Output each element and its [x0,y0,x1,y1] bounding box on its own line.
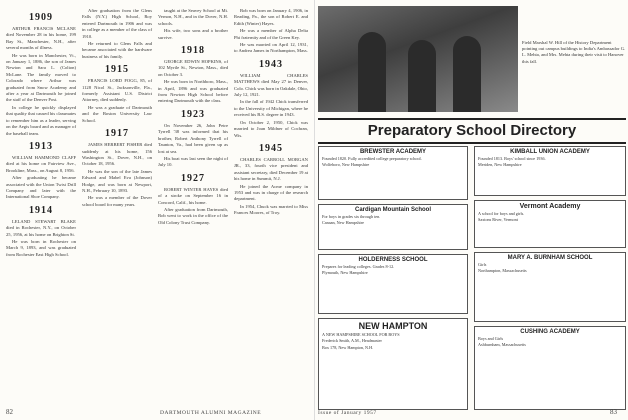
school-ad-title: Vermont Academy [519,203,581,210]
obituary-paragraph: In 1954, Chuck was married to Miss Frances Moores, of Troy. [234,203,308,216]
campus-photo [318,6,518,112]
class-year-heading: 1914 [29,204,53,216]
school-ad-line: Boys and Girls [478,336,504,341]
class-year-heading: 1945 [259,142,283,154]
obituary-paragraph: He was born in Rochester on March 9, 1893, and was graduated from Rochester East High School. [6,238,76,257]
school-ad-line: Canaan, New Hampshire [322,220,364,226]
obituary-paragraph: His boat was last seen the night of July 10. [158,155,228,168]
school-ad-title: HOLDERNESS SCHOOL [358,257,428,263]
class-year-heading: 1909 [29,12,53,23]
obituary-paragraph: After graduation from Dartmouth, Bob went to work in the office of the Old Colony Trust Company. [158,206,228,225]
school-ad-line: A school for boys and girls. [478,211,525,216]
obituary-paragraph: He was a member of the Dover school board for many years. [82,195,152,207]
class-year-heading: 1913 [29,140,53,152]
photo-caption: Field Marshal W. Hill of the History Department pointing out campus buildings to India's Ambassador G. L. Mehta, and Mrs. Mehta during their visit to Hanover this fall. [522,40,626,64]
obituary-paragraph: GEORGE EDWIN HOPKINS, of 102 Myrtle St., Newton, Mass., died on October 3. [158,59,228,77]
school-ad-line: Box 178, New Hampton, N.H. [322,344,374,350]
school-ad-line: Meriden, New Hampshire [478,162,522,168]
obituary-paragraph: He was married on April 12, 1931, to Andrea James in Northampton, Mass. [234,42,308,54]
school-ad-title: MARY A. BURNHAM SCHOOL [507,255,593,261]
school-ad-line: Northampton, Massachusetts [478,268,527,274]
column-2 [82,8,152,209]
column-3 [158,8,228,227]
obituary-paragraph: He was a member of Alpha Delta Phi fraternity and of the Green Key. [234,28,308,40]
column-4 [234,8,308,218]
page-number-left: 82 [6,408,13,416]
divider [318,118,626,120]
school-ad-newhampton [318,318,468,410]
obituary-paragraph: LELAND STEWART BLAKE died in Rochester, N.Y., on October 25, 1956, at his home on Brighton St. [6,218,76,237]
obituary-paragraph: He was born in Manchester, Vt., on January 1, 1886, the son of James Newton and Sara L. (Colton) McLane. The family moved to Colorado where Arthur was graduated from Snow Academy and after a year at Dartmouth he joined the staff of the Denver Post. [6,52,76,103]
obituary-paragraph: On October 2, 1950, Chick was married to Joan Mildner of Cochran, Wis. [234,119,308,138]
school-ad-line: Saxtons River, Vermont [478,217,518,223]
school-ad-line: A NEW HAMPSHIRE SCHOOL FOR BOYS [322,332,400,337]
school-ad-line: Frederick Smith, A.M., Headmaster [322,338,382,344]
school-ad-line: Plymouth, New Hampshire [322,270,368,276]
school-ad-title: KIMBALL UNION ACADEMY [510,149,590,155]
obituary-paragraph: WILLIAM CHARLES MATTHEWS died May 27 in Denver, Colo. Chick was born in Oakdale, Ohio, July 12, 1921. [234,72,308,98]
obituary-paragraph: He joined the Acme company in 1953 and was in charge of the research department. [234,183,308,202]
school-ad-line: Girls [478,262,487,267]
obituary-paragraph: He was a graduate of Dartmouth and the Boston University Law School. [82,104,152,123]
obituary-paragraph: WILLIAM HAMMOND CLAFF died at his home on Fairview Ave., Brookline, Mass., on August 8, 1956. [6,154,76,173]
school-ad-holderness [318,254,468,314]
school-ad-title: NEW HAMPTON [358,321,428,331]
obituary-paragraph: After graduating he became associated with the Union Twist Drill Company and later with the International Shoe Company. [6,175,76,200]
school-ad-title: BREWSTER ACADEMY [359,149,427,155]
school-ad-cushing [474,326,626,410]
school-ad-line: For boys in grades six through ten. [322,214,381,219]
obituary-paragraph: He was born in Northboro, Mass., in April, 1896 and was graduated from Newton High School before entering Dartmouth with the class. [158,79,228,104]
class-year-heading: 1923 [181,108,205,120]
school-ad-line: Founded 1813. Boys' school since 1936. [478,156,546,161]
obituary-paragraph: In the fall of 1942 Chick transferred to the University of Michigan, where he received his B.S. degree in 1943. [234,99,308,118]
class-year-heading: 1917 [105,128,129,140]
obituary-paragraph: He was the son of the late James Edward and Mabel Eva (Johnson) Hodge, and was born at Newport, N.H., February 10, 1893. [82,168,152,193]
school-ad-cardigan [318,204,468,250]
obituary-paragraph: His wife, two sons and a brother survive. [158,28,228,40]
magazine-footer: DARTMOUTH ALUMNI MAGAZINE [160,410,262,416]
obituary-paragraph: He returned to Glens Falls and became associated with the hardware business of his family. [82,41,152,59]
school-ad-line: Founded 1820. Fully accredited college preparatory school. [322,156,422,161]
school-ad-brewster [318,146,468,200]
school-ad-title: Cardigan Mountain School [355,207,431,213]
school-ad-burnham [474,252,626,322]
school-ad-title: CUSHING ACADEMY [520,329,580,335]
obituary-paragraph: CHARLES CARROLL MORGAN JR., 33, fourth vice president and assistant secretary, died December 19 at his home in Summit, N.J. [234,156,308,182]
school-ad-line: Ashburnham, Massachusetts [478,342,526,348]
class-year-heading: 1918 [181,45,205,57]
school-ad-line: Prepares for leading colleges. Grades 8-12. [322,264,395,269]
class-year-heading: 1927 [181,172,205,184]
column-1 [6,8,76,259]
divider [318,142,626,144]
obituary-paragraph: On November 26, John Petre Tyrrell '38 was informed that his brother, Robert Anthony Tyrrell of Taunton, Va., had been given up as lost at sea. [158,122,228,154]
obituary-paragraph: JAMES HERBERT FISHER died suddenly at his home, 156 Washington St., Dover, N.H., on October 18, 1956. [82,142,152,167]
obituary-paragraph: ROBERT WINTER HAYES died of a stroke on September 16 in Concord, Calif., his home. [158,186,228,205]
obituary-paragraph: FRANCIS LORD FOGG, 85, of 1128 Nicol St., Jacksonville, Fla., formerly Assistant U.S. District Attorney, died suddenly. [82,78,152,103]
obituary-paragraph: taught at the Seavey School at Mt. Vernon, N.H., and in the Dover, N.H. schools. [158,8,228,26]
class-year-heading: 1915 [105,64,129,76]
school-ad-vermont [474,200,626,248]
obituary-paragraph: In college he quickly displayed that quality that caused his classmates to remember him as a leader, serving on the Aegis board and as manager of the baseball team. [6,104,76,136]
class-year-heading: 1943 [259,58,283,70]
school-ad-line: Wolfeboro, New Hampshire [322,162,370,168]
page-number-right: 83 [610,408,617,416]
section-title: Preparatory School Directory [367,122,577,139]
obituary-paragraph: Bob was born on January 4, 1906, in Reading, Pa., the son of Robert E. and Edith (Winter) Hayes. [234,8,308,26]
obituary-paragraph: ARTHUR FRANCIS MCLANE died November 28 in his home, 199 Bay St., Manchester, N.H., after several months of illness. [6,26,76,51]
school-ad-kimball [474,146,626,196]
issue-footer: Issue of January 1957 [318,410,377,416]
obituary-paragraph: After graduation from the Glens Falls (N.Y.) High School, Roy entered Dartmouth in 1906 and was in college as a member of the class of 1910. [82,8,152,39]
